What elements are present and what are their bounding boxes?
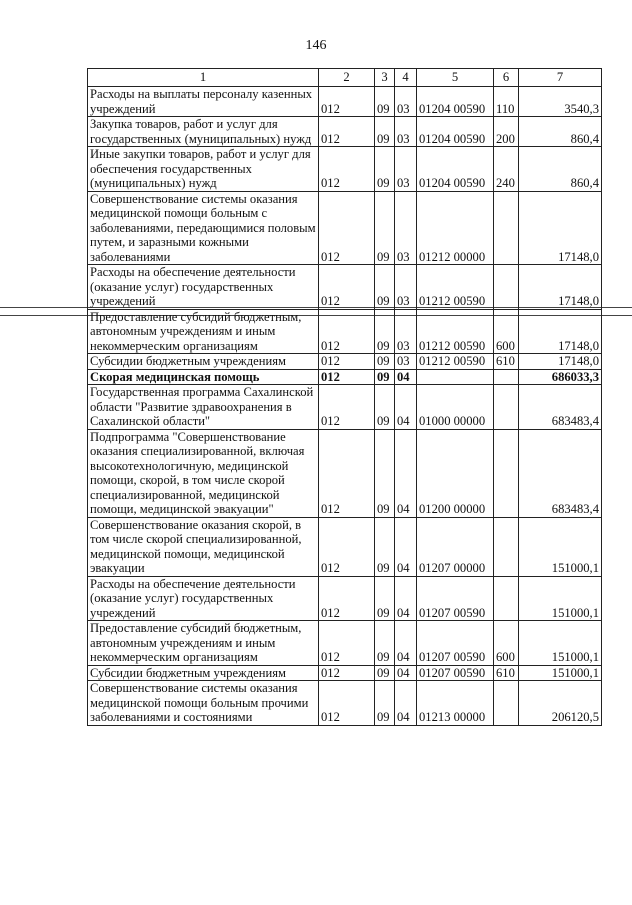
row-c3-cell: 09 <box>375 309 395 354</box>
table-row <box>88 681 602 726</box>
row-c2-cell: 012 <box>319 385 375 430</box>
row-c6-cell <box>494 369 519 385</box>
row-c4-cell: 04 <box>395 517 417 576</box>
row-c4-cell: 03 <box>395 354 417 370</box>
row-c7-cell: 17148,0 <box>519 191 602 265</box>
row-name-cell: Предоставление субсидий бюджетным, автономным учреждениям и иным некоммерческим организациям <box>88 309 319 354</box>
column-header: 7 <box>519 69 602 87</box>
row-c5-cell: 01000 00000 <box>417 385 494 430</box>
row-c5-cell: 01207 00590 <box>417 665 494 681</box>
row-name-cell: Иные закупки товаров, работ и услуг для обеспечения государственных (муниципальных) нужд <box>88 147 319 192</box>
table-row <box>88 117 602 147</box>
table-row <box>88 621 602 666</box>
row-name-cell: Предоставление субсидий бюджетным, автономным учреждениям и иным некоммерческим организациям <box>88 621 319 666</box>
table-row <box>88 87 602 117</box>
row-c3-cell: 09 <box>375 117 395 147</box>
budget-table <box>87 68 602 726</box>
row-c5-cell: 01207 00590 <box>417 576 494 621</box>
row-c7-cell: 860,4 <box>519 117 602 147</box>
row-c7-cell: 151000,1 <box>519 576 602 621</box>
row-c3-cell: 09 <box>375 576 395 621</box>
row-c5-cell: 01212 00590 <box>417 354 494 370</box>
row-c7-cell: 17148,0 <box>519 265 602 310</box>
row-c4-cell: 03 <box>395 309 417 354</box>
row-name-cell: Совершенствование системы оказания медицинской помощи больным прочими заболеваниями и состояниями <box>88 681 319 726</box>
row-c6-cell <box>494 385 519 430</box>
row-c6-cell: 600 <box>494 309 519 354</box>
row-c6-cell <box>494 429 519 517</box>
row-c2-cell: 012 <box>319 117 375 147</box>
row-c5-cell: 01204 00590 <box>417 117 494 147</box>
row-c5-cell: 01204 00590 <box>417 147 494 192</box>
row-c6-cell: 240 <box>494 147 519 192</box>
column-header: 3 <box>375 69 395 87</box>
row-c7-cell: 206120,5 <box>519 681 602 726</box>
row-c5-cell: 01200 00000 <box>417 429 494 517</box>
row-c7-cell: 151000,1 <box>519 517 602 576</box>
row-c3-cell: 09 <box>375 665 395 681</box>
row-c4-cell: 03 <box>395 265 417 310</box>
row-c4-cell: 04 <box>395 665 417 681</box>
table-row <box>88 265 602 310</box>
row-name-cell: Расходы на обеспечение деятельности (оказание услуг) государственных учреждений <box>88 265 319 310</box>
row-c7-cell: 3540,3 <box>519 87 602 117</box>
row-c2-cell: 012 <box>319 87 375 117</box>
row-c6-cell <box>494 517 519 576</box>
row-name-cell: Скорая медицинская помощь <box>88 369 319 385</box>
row-c3-cell: 09 <box>375 517 395 576</box>
row-c2-cell: 012 <box>319 681 375 726</box>
row-c2-cell: 012 <box>319 191 375 265</box>
table-row <box>88 369 602 385</box>
row-c7-cell: 151000,1 <box>519 665 602 681</box>
row-c6-cell <box>494 681 519 726</box>
row-c7-cell: 860,4 <box>519 147 602 192</box>
table-row <box>88 385 602 430</box>
row-c4-cell: 04 <box>395 621 417 666</box>
table-row <box>88 576 602 621</box>
row-name-cell: Закупка товаров, работ и услуг для государственных (муниципальных) нужд <box>88 117 319 147</box>
table-row <box>88 191 602 265</box>
row-c5-cell: 01207 00590 <box>417 621 494 666</box>
row-c6-cell <box>494 576 519 621</box>
row-c2-cell: 012 <box>319 621 375 666</box>
page-number: 146 <box>305 38 327 53</box>
row-c3-cell: 09 <box>375 621 395 666</box>
row-c3-cell: 09 <box>375 429 395 517</box>
table-row <box>88 429 602 517</box>
row-c4-cell: 04 <box>395 576 417 621</box>
row-c6-cell <box>494 191 519 265</box>
row-c3-cell: 09 <box>375 87 395 117</box>
row-c7-cell: 686033,3 <box>519 369 602 385</box>
row-c3-cell: 09 <box>375 265 395 310</box>
row-c4-cell: 04 <box>395 369 417 385</box>
column-header: 2 <box>319 69 375 87</box>
row-c4-cell: 03 <box>395 147 417 192</box>
row-name-cell: Совершенствование системы оказания медицинской помощи больным с заболеваниями, передающимися половым путем, и заразными кожными заболеваниями <box>88 191 319 265</box>
table-row <box>88 309 602 354</box>
row-name-cell: Расходы на выплаты персоналу казенных учреждений <box>88 87 319 117</box>
table-row <box>88 354 602 370</box>
row-c4-cell: 03 <box>395 191 417 265</box>
row-c5-cell: 01213 00000 <box>417 681 494 726</box>
row-c6-cell: 610 <box>494 354 519 370</box>
row-c2-cell: 012 <box>319 354 375 370</box>
row-c6-cell: 610 <box>494 665 519 681</box>
row-c2-cell: 012 <box>319 265 375 310</box>
row-c2-cell: 012 <box>319 147 375 192</box>
column-header: 6 <box>494 69 519 87</box>
column-header: 1 <box>88 69 319 87</box>
row-name-cell: Государственная программа Сахалинской области "Развитие здравоохранения в Сахалинской области" <box>88 385 319 430</box>
row-c4-cell: 04 <box>395 385 417 430</box>
column-header: 5 <box>417 69 494 87</box>
row-c7-cell: 151000,1 <box>519 621 602 666</box>
row-c4-cell: 04 <box>395 681 417 726</box>
row-name-cell: Субсидии бюджетным учреждениям <box>88 665 319 681</box>
row-c5-cell: 01207 00000 <box>417 517 494 576</box>
row-c3-cell: 09 <box>375 191 395 265</box>
column-header: 4 <box>395 69 417 87</box>
row-c3-cell: 09 <box>375 369 395 385</box>
row-c2-cell: 012 <box>319 576 375 621</box>
row-c7-cell: 683483,4 <box>519 429 602 517</box>
header-row <box>88 69 602 87</box>
row-c5-cell <box>417 369 494 385</box>
row-c2-cell: 012 <box>319 369 375 385</box>
table-row <box>88 147 602 192</box>
row-c2-cell: 012 <box>319 429 375 517</box>
row-name-cell: Субсидии бюджетным учреждениям <box>88 354 319 370</box>
row-c2-cell: 012 <box>319 309 375 354</box>
row-c4-cell: 03 <box>395 117 417 147</box>
row-c7-cell: 683483,4 <box>519 385 602 430</box>
row-c5-cell: 01212 00590 <box>417 309 494 354</box>
row-c6-cell: 200 <box>494 117 519 147</box>
row-c3-cell: 09 <box>375 147 395 192</box>
table-row <box>88 665 602 681</box>
row-c3-cell: 09 <box>375 354 395 370</box>
row-name-cell: Подпрограмма "Совершенствование оказания специализированной, включая высокотехнологичную, медицинской помощи, скорой, в том числе скорой специализированной, медицинской помощи, медицинской эвакуации" <box>88 429 319 517</box>
row-c7-cell: 17148,0 <box>519 354 602 370</box>
row-c4-cell: 04 <box>395 429 417 517</box>
row-name-cell: Расходы на обеспечение деятельности (оказание услуг) государственных учреждений <box>88 576 319 621</box>
row-c5-cell: 01212 00000 <box>417 191 494 265</box>
row-c7-cell: 17148,0 <box>519 309 602 354</box>
row-c5-cell: 01212 00590 <box>417 265 494 310</box>
table-row <box>88 517 602 576</box>
row-c4-cell: 03 <box>395 87 417 117</box>
row-c3-cell: 09 <box>375 681 395 726</box>
row-c3-cell: 09 <box>375 385 395 430</box>
row-c5-cell: 01204 00590 <box>417 87 494 117</box>
row-name-cell: Совершенствование оказания скорой, в том числе скорой специализированной, медицинской помощи, медицинской эвакуации <box>88 517 319 576</box>
row-c6-cell <box>494 265 519 310</box>
row-c6-cell: 110 <box>494 87 519 117</box>
row-c6-cell: 600 <box>494 621 519 666</box>
row-c2-cell: 012 <box>319 665 375 681</box>
row-c2-cell: 012 <box>319 517 375 576</box>
